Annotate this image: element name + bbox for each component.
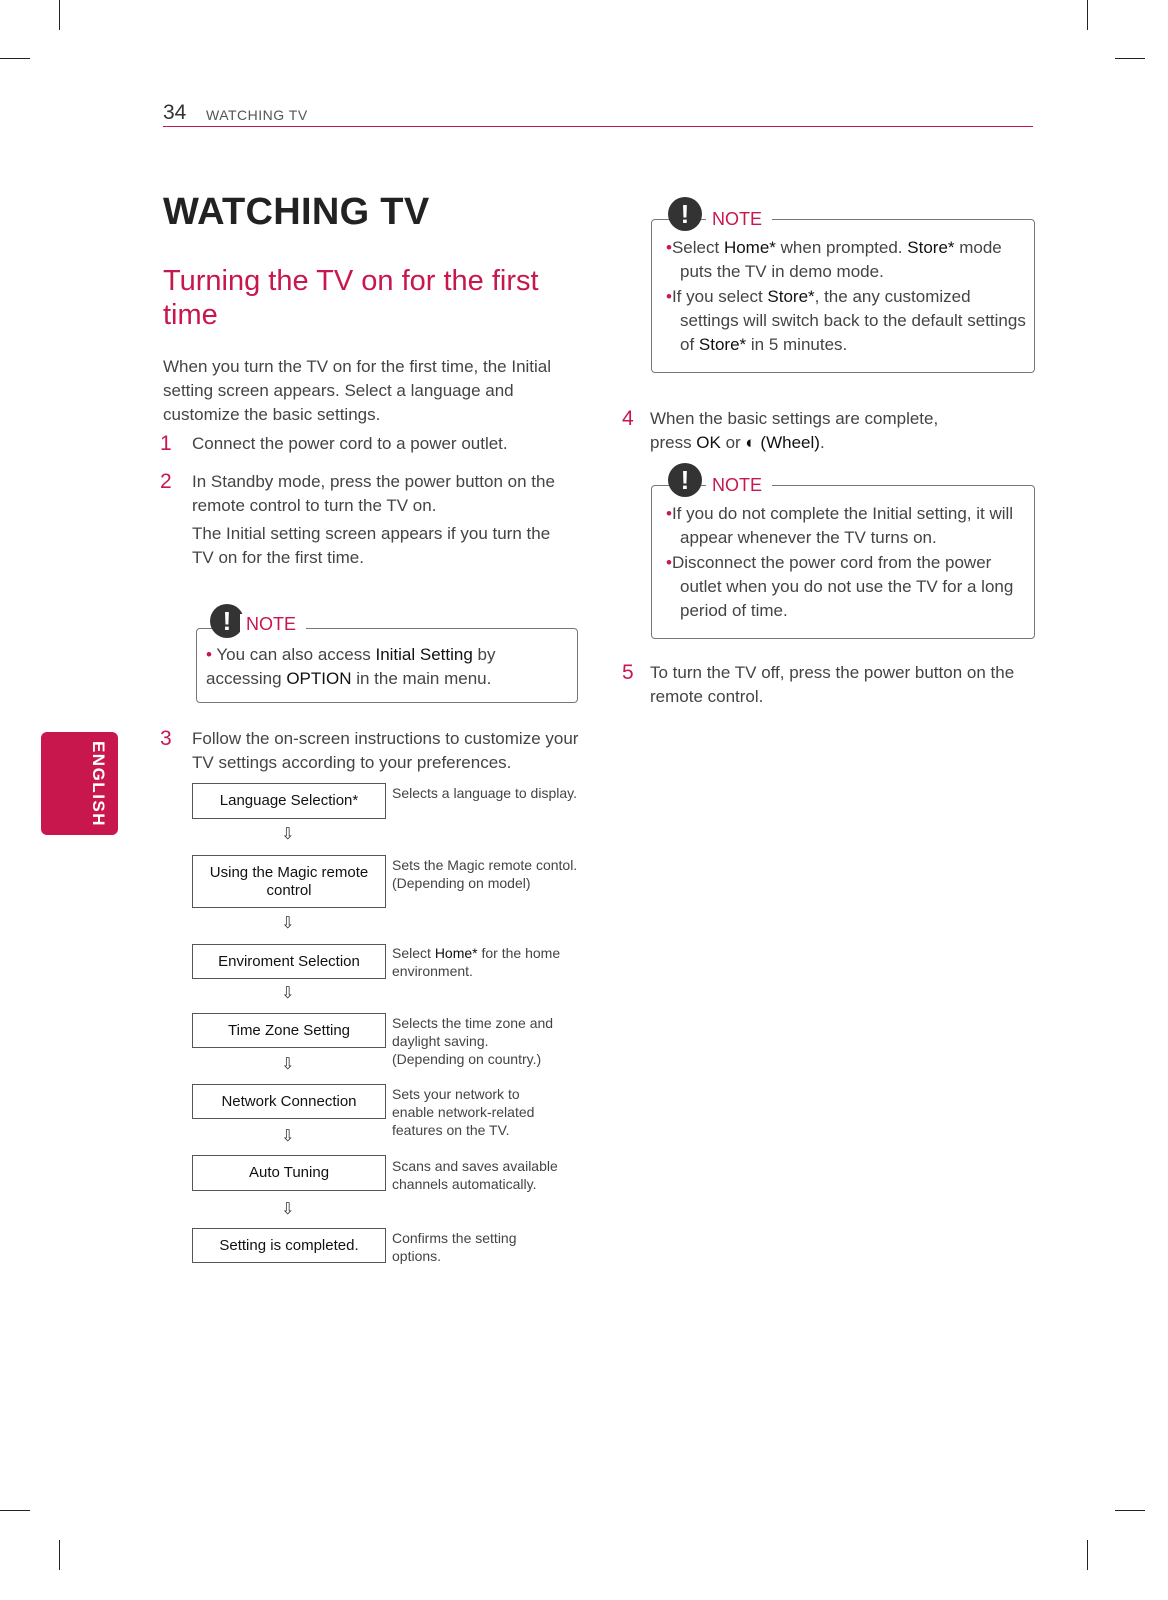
- step-text: When the basic settings are complete, press OK or ◐ (Wheel).: [650, 409, 939, 452]
- step-text: Follow the on-screen instructions to customize your TV settings according to your preferences.: [192, 729, 579, 772]
- exclamation-icon: !: [668, 197, 702, 231]
- header-rule: [163, 126, 1033, 127]
- exclamation-icon: !: [210, 604, 244, 638]
- down-arrow-icon: ⇩: [281, 1056, 295, 1073]
- flow-step-description: Selects a language to display.: [392, 785, 577, 801]
- flow-step-box: Setting is completed.: [192, 1228, 386, 1263]
- crop-mark: [0, 1510, 30, 1511]
- note-bullet: •Disconnect the power cord from the power outlet when you do not use the TV for a long period of time.: [666, 553, 1014, 620]
- flow-step-box: Language Selection*: [192, 783, 386, 819]
- running-header: WATCHING TV: [206, 107, 308, 123]
- step-number: 3: [160, 727, 172, 750]
- flow-step-box: Auto Tuning: [192, 1155, 386, 1191]
- language-tab-label: ENGLISH: [89, 740, 109, 827]
- note-bullet: • You can also access Initial Setting by accessing OPTION in the main menu.: [206, 645, 496, 688]
- flow-step-description: Sets the Magic remote contol. (Depending on model): [392, 857, 578, 891]
- flow-step-box: Time Zone Setting: [192, 1013, 386, 1048]
- note-bullet: •If you do not complete the Initial setting, it will appear whenever the TV turns on.: [666, 504, 1014, 547]
- down-arrow-icon: ⇩: [281, 1201, 295, 1218]
- crop-mark: [1087, 1540, 1088, 1570]
- crop-mark: [1087, 0, 1088, 30]
- crop-mark: [1115, 1510, 1145, 1511]
- note-heading: NOTE: [706, 475, 772, 496]
- flow-step-description: Confirms the setting options.: [392, 1230, 517, 1264]
- flow-step-description: Selects the time zone and daylight saving. (Depending on country.): [392, 1015, 554, 1067]
- step-number: 4: [622, 407, 634, 430]
- down-arrow-icon: ⇩: [281, 985, 295, 1002]
- wheel-icon: ◐: [745, 433, 761, 452]
- flow-step-description: Sets your network to enable network-related features on the TV.: [392, 1086, 535, 1138]
- note-heading: NOTE: [706, 209, 772, 230]
- down-arrow-icon: ⇩: [281, 826, 295, 843]
- note-bullet: •Select Home* when prompted. Store* mode puts the TV in demo mode.: [666, 238, 1002, 281]
- crop-mark: [59, 1540, 60, 1570]
- step-text: Connect the power cord to a power outlet.: [192, 434, 508, 453]
- step-number: 5: [622, 661, 634, 684]
- crop-mark: [1115, 58, 1145, 59]
- note-bullet: •If you select Store*, the any customized settings will switch back to the default settings of Store* in 5 minutes.: [666, 287, 1026, 354]
- intro-paragraph: When you turn the TV on for the first time, the Initial setting screen appears. Select a language and customize the basic settings.: [163, 357, 552, 424]
- down-arrow-icon: ⇩: [281, 1128, 295, 1145]
- flow-step-description: Scans and saves available channels automatically.: [392, 1158, 558, 1192]
- crop-mark: [59, 0, 60, 30]
- down-arrow-icon: ⇩: [281, 915, 295, 932]
- exclamation-icon: !: [668, 463, 702, 497]
- step-number: 2: [160, 470, 172, 493]
- page-title: WATCHING TV: [163, 191, 430, 233]
- flow-step-box: Using the Magic remote control: [192, 855, 386, 908]
- section-subtitle: Turning the TV on for the first time: [163, 265, 539, 331]
- note-heading: NOTE: [240, 614, 306, 635]
- flow-step-description: Select Home* for the home environment.: [392, 945, 561, 979]
- page-number: 34: [163, 101, 187, 124]
- step-text: In Standby mode, press the power button on the remote control to turn the TV on.: [192, 472, 555, 515]
- crop-mark: [0, 58, 30, 59]
- flow-step-box: Network Connection: [192, 1084, 386, 1119]
- step-number: 1: [160, 432, 172, 455]
- flow-step-box: Enviroment Selection: [192, 944, 386, 979]
- step-text: To turn the TV off, press the power button on the remote control.: [650, 663, 1015, 706]
- step-text: The Initial setting screen appears if you turn the TV on for the first time.: [192, 524, 551, 567]
